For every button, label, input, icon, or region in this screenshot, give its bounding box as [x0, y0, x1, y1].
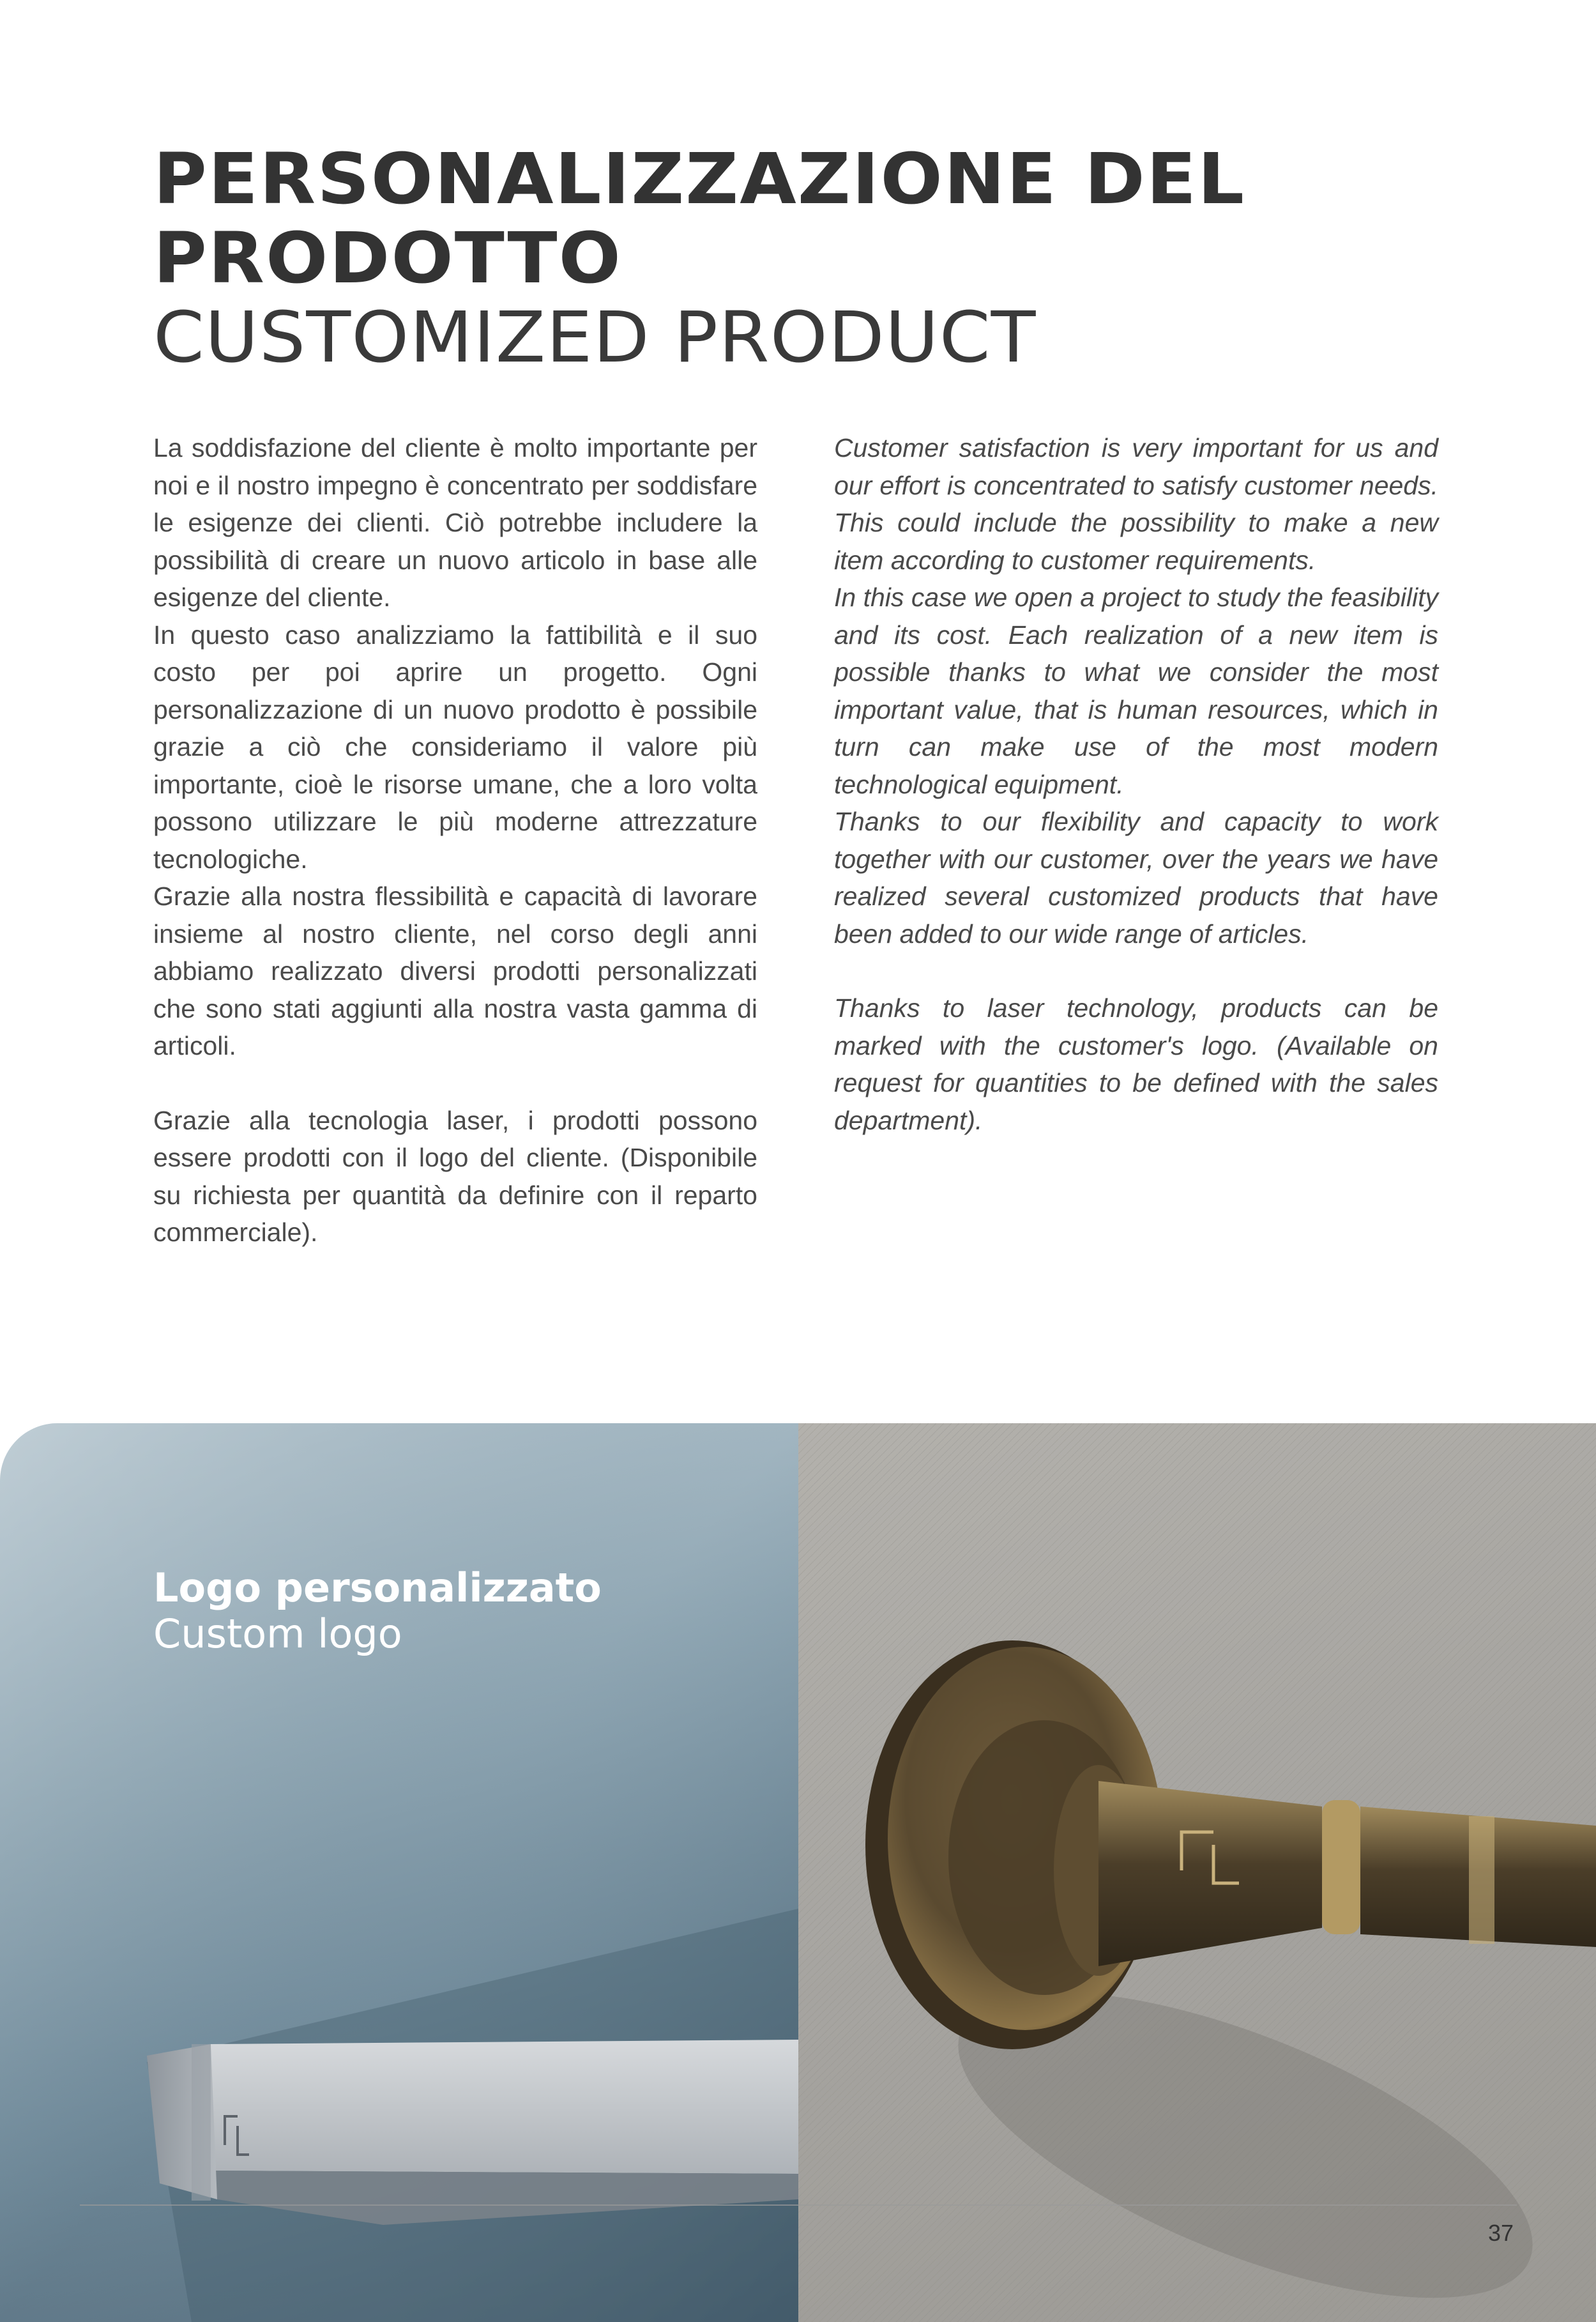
page-title: [153, 139, 1494, 377]
photo-bronze-handle: [798, 1423, 1596, 2322]
english-paragraph-2: In this case we open a project to study the feasibility and its cost. Each realization of a new item is possible thanks to what we consider the most important value, that is human resources, which in turn can make use of the most modern technological equipment.: [834, 583, 1438, 799]
title-english: CUSTOMIZED PRODUCT: [153, 296, 1037, 378]
page-number: 37: [1487, 2220, 1514, 2246]
italian-text-column: [153, 429, 757, 1251]
english-paragraph-4: Thanks to laser technology, products can be marked with the customer's logo. (Available on request for quantities to be defined with the sales department).: [834, 993, 1438, 1135]
silver-handle-illustration: [0, 1423, 798, 2322]
footer-divider: [80, 2204, 1517, 2206]
italian-paragraph-4: Grazie alla tecnologia laser, i prodotti possono essere prodotti con il logo del cliente. (Disponibile su richiesta per quantità da definire con il reparto commerciale).: [153, 1105, 757, 1247]
italian-paragraph-3: Grazie alla nostra flessibilità e capacità di lavorare insieme al nostro cliente, nel corso degli anni abbiamo realizzato diversi prodotti personalizzati che sono stati aggiunti alla nostra vasta gamma di articoli.: [153, 882, 757, 1060]
bronze-handle-illustration: [798, 1423, 1596, 2322]
photo-caption: [153, 1565, 602, 1657]
italian-paragraph-2: In questo caso analizziamo la fattibilità e il suo costo per poi aprire un progetto. Ogni personalizzazione di un nuovo prodotto è possibile grazie a ciò che consideriamo il valore più importante, cioè le risorse umane, che a loro volta possono utilizzare le più moderne attrezzature tecnologiche.: [153, 620, 757, 874]
italian-paragraph-1: La soddisfazione del cliente è molto importante per noi e il nostro impegno è concentrato per soddisfare le esigenze dei clienti. Ciò potrebbe includere la possibilità di creare un nuovo articolo in base alle esigenze del cliente.: [153, 433, 757, 612]
caption-english: Custom logo: [153, 1610, 402, 1657]
caption-italian: Logo personalizzato: [153, 1564, 602, 1611]
title-italian-line2: PRODOTTO: [153, 217, 622, 299]
title-italian-line1: PERSONALIZZAZIONE DEL: [153, 138, 1246, 220]
english-paragraph-1: Customer satisfaction is very important for us and our effort is concentrated to satisfy customer needs. This could include the possibility to make a new item according to customer requirements.: [834, 433, 1438, 575]
photo-silver-handle: [0, 1423, 798, 2322]
english-paragraph-3: Thanks to our flexibility and capacity to work together with our customer, over the years we have realized several customized products that have been added to our wide range of articles.: [834, 807, 1438, 949]
english-text-column: [834, 429, 1438, 1139]
